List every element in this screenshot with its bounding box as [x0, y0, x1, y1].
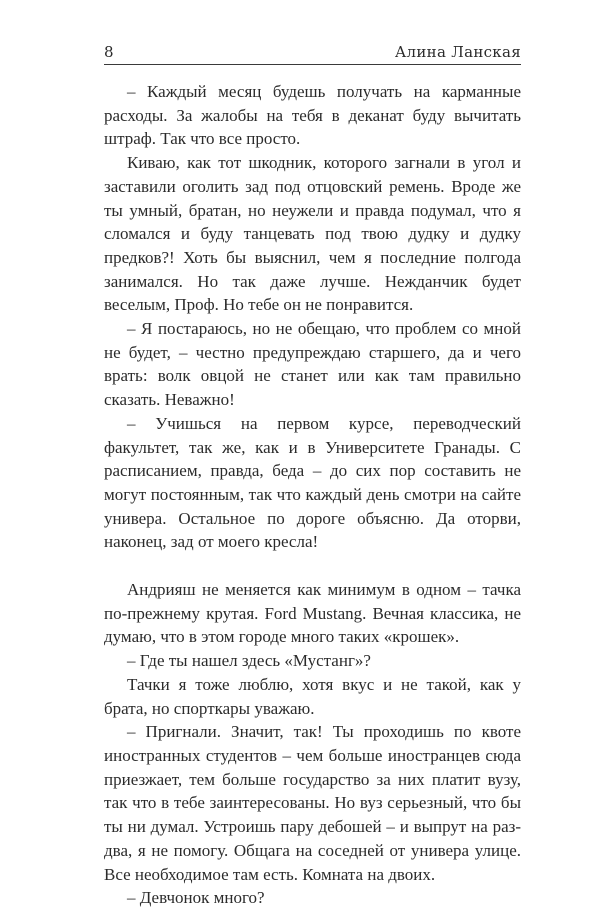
body-text	[104, 80, 521, 910]
page-number: 8	[104, 43, 114, 61]
running-header	[104, 44, 521, 65]
paragraph: – Девчонок много?	[127, 888, 265, 908]
paragraph: Тачки я тоже люблю, хотя вкус и не такой, как у брата, но спорткары уважаю.	[104, 674, 521, 718]
paragraph: Киваю, как тот шкодник, которого загнали в угол и заставили оголить зад под отцовский ремень. Вроде же ты умный, братан, но неужели и правда подумал, что я сломался и буду танцевать под твою дудку и дудку предков?! Хоть бы выяснил, чем я последние полгода занимался. Но так даже лучше. Нежданчик будет веселым, Проф. Но тебе он не понравится.	[104, 153, 521, 315]
paragraph: – Пригнали. Значит, так! Ты проходишь по квоте иностранных студентов – чем больше иностранцев сюда приезжает, тем больше государство за них платит вузу, так что в тебе заинтересованы. Но вуз серьезный, что бы ты ни думал. Устроишь пару дебошей – и выпрут на раз-два, я не помогу. Общага на соседней от универа улице. Все необходимое там есть. Комната на двоих.	[104, 722, 521, 884]
paragraph: – Каждый месяц будешь получать на карманные расходы. За жалобы на тебя в деканат буду вычитать штраф. Так что все просто.	[104, 82, 521, 149]
paragraph: – Учишься на первом курсе, переводческий факультет, так же, как и в Университете Гранады. С расписанием, правда, беда – до сих пор составить не могут постоянным, так что каждый день смотри на сайте универа. Остальное по дороге объясню. Да оторви, наконец, зад от моего кресла!	[104, 413, 521, 552]
author-name: Алина Ланская	[394, 43, 521, 61]
paragraph: – Я постараюсь, но не обещаю, что проблем со мной не будет, – честно предупреждаю старшего, да и чего врать: волк овцой не станет или как там правильно сказать. Неважно!	[104, 319, 521, 410]
paragraph: Андрияш не меняется как минимум в одном – тачка по-прежнему крутая. Ford Mustang. Вечная классика, не думаю, что в этом городе много таких «крошек».	[104, 580, 521, 647]
paragraph: – Где ты нашел здесь «Мустанг»?	[127, 651, 371, 671]
